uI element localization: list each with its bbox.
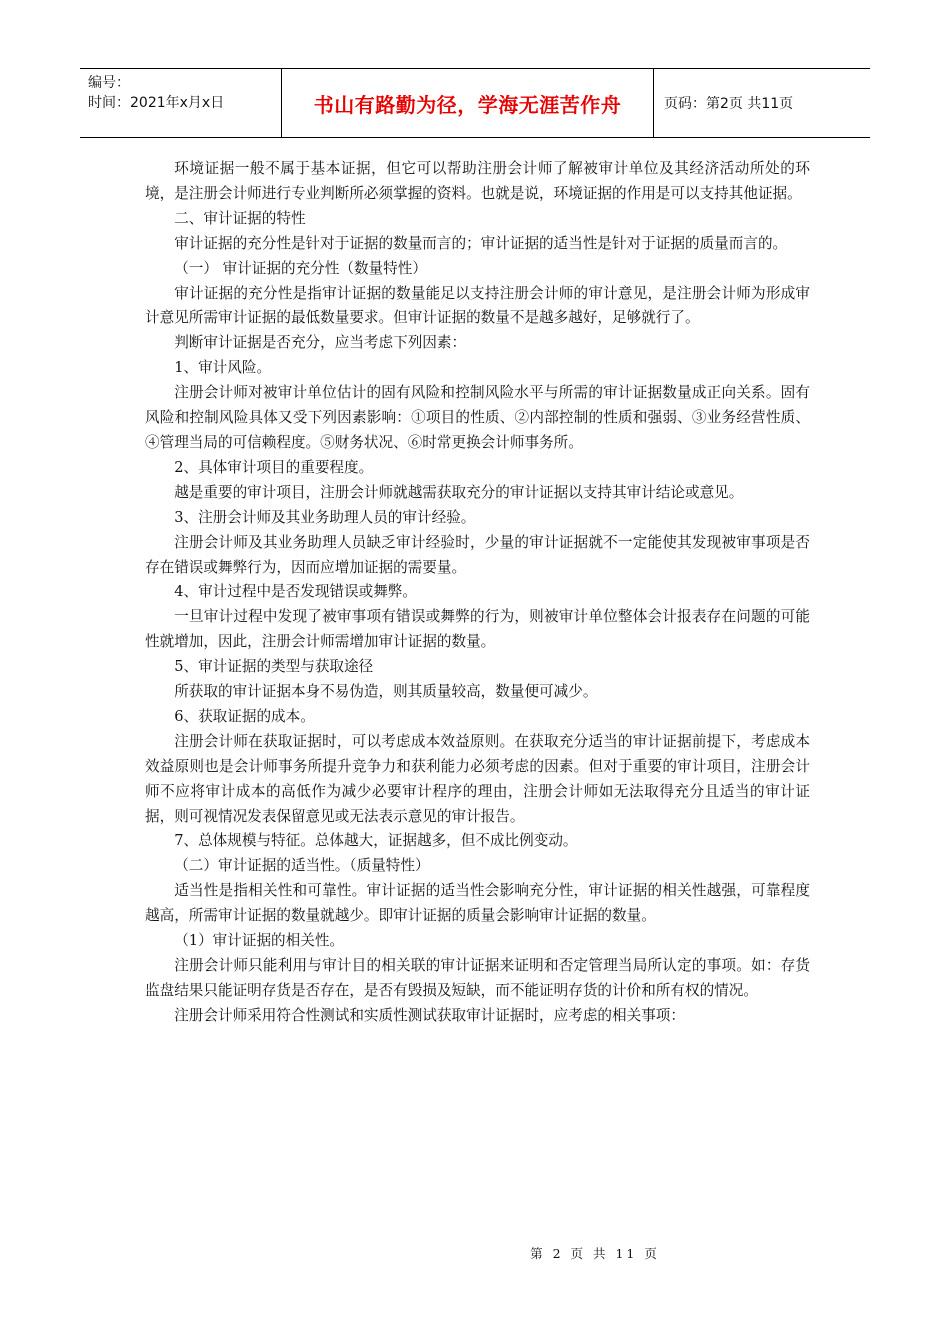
paragraph: 注册会计师对被审计单位估计的固有风险和控制风险水平与所需的审计证据数量成正向关系。固有风险和控制风险具体又受下列因素影响：①项目的性质、②内部控制的性质和强弱、③业务经营性质、④管理当局的可信赖程度。⑤财务状况、⑥时常更换会计师事务所。 [145,384,810,451]
paragraph: 环境证据一般不属于基本证据，但它可以帮助注册会计师了解被审计单位及其经济活动所处的环境，是注册会计师进行专业判断所必须掌握的资料。也就是说，环境证据的作用是可以支持其他证据。 [145,160,810,202]
paragraph: 所获取的审计证据本身不易伪造，则其质量较高，数量便可减少。 [174,683,598,701]
list-item-heading: 4、审计过程中是否发现错误或舞弊。 [174,583,417,601]
page-info: 页码：第2页 共11页 [664,96,794,112]
document-header [80,68,870,138]
list-item-heading: 6、获取证据的成本。 [174,707,315,725]
paragraph: 注册会计师在获取证据时，可以考虑成本效益原则。在获取充分适当的审计证据前提下，考虑成本效益原则也是会计师事务所提升竞争力和获利能力必须考虑的因素。但对于重要的审计项目，注册会计师不应将审计成本的高低作为减少必要审计程序的理由，注册会计师如无法取得充分且适当的审计证据，则可视情况发表保留意见或无法表示意见的审计报告。 [145,732,810,825]
paragraph: 判断审计证据是否充分，应当考虑下列因素： [174,334,467,352]
list-item-heading: 7、总体规模与特征。总体越大，证据越多，但不成比例变动。 [174,832,578,850]
header-motto-cell [282,69,654,137]
list-item-heading: 1、审计风险。 [174,359,272,377]
paragraph: 一旦审计过程中发现了被审事项有错误或舞弊的行为，则被审计单位整体会计报表存在问题的可能性就增加，因此，注册会计师需增加审计证据的数量。 [145,608,810,651]
paragraph: 注册会计师及其业务助理人员缺乏审计经验时，少量的审计证据就不一定能使其发现被审事项是否存在错误或舞弊行为，因而应增加证据的需要量。 [145,533,810,576]
header-meta-cell [80,69,282,137]
paragraph: 注册会计师采用符合性测试和实质性测试获取审计证据时，应考虑的相关事项： [174,1006,685,1024]
document-body [145,157,810,1029]
paragraph: 越是重要的审计项目，注册会计师就越需获取充分的审计证据以支持其审计结论或意见。 [174,483,744,501]
footer-page-number: 第 2 页 共 11 页 [530,1246,660,1261]
subsection-heading: （二）审计证据的适当性。（质量特性） [174,857,430,875]
paragraph: 审计证据的充分性是指审计证据的数量能足以支持注册会计师的审计意见，是注册会计师为形成审计意见所需审计证据的最低数量要求。但审计证据的数量不是越多越好，足够就行了。 [145,284,810,327]
section-heading: 二、审计证据的特性 [174,209,306,227]
paragraph: 注册会计师只能利用与审计目的相关联的审计证据来证明和否定管理当局所认定的事项。如：存货监盘结果只能证明存货是否存在，是否有毁损及短缺，而不能证明存货的计价和所有权的情况。 [145,957,810,999]
header-page-cell [654,69,870,137]
motto-text: 书山有路勤为径，学海无涯苦作舟 [313,92,622,117]
list-item-heading: （1）审计证据的相关性。 [174,932,345,950]
paragraph: 审计证据的充分性是针对于证据的数量而言的；审计证据的适当性是针对于证据的质量而言的。 [174,234,788,252]
number-label: 编号： [88,75,130,91]
paragraph: 适当性是指相关性和可靠性。审计证据的适当性会影响充分性，审计证据的相关性越强，可靠程度越高，所需审计证据的数量就越少。即审计证据的质量会影响审计证据的数量。 [145,882,810,925]
list-item-heading: 3、注册会计师及其业务助理人员的审计经验。 [174,508,476,526]
page-footer [0,1244,950,1262]
time-label: 时间：2021年x月x日 [88,95,225,111]
list-item-heading: 2、具体审计项目的重要程度。 [174,458,374,476]
subsection-heading: （一） 审计证据的充分性（数量特性） [174,259,427,277]
list-item-heading: 5、审计证据的类型与获取途径 [174,658,374,676]
